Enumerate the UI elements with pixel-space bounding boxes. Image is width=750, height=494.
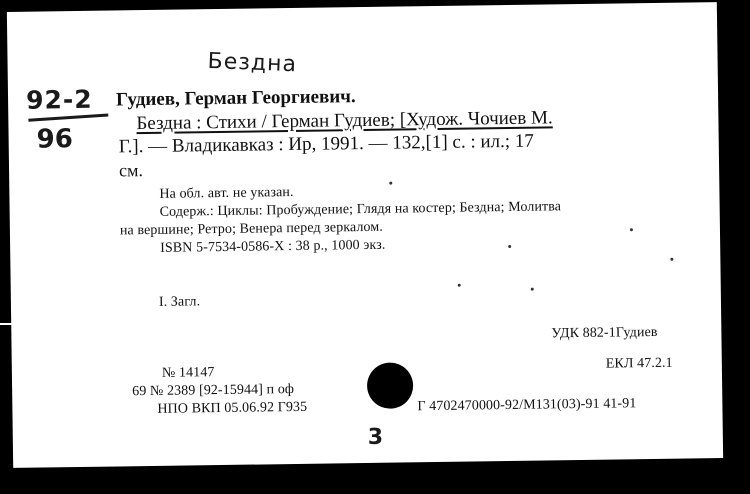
- description-line-1: Бездна : Стихи / Герман Гудиев; [Худож. Чочиев М.: [136, 107, 553, 135]
- author-heading: Гудиев, Герман Георгиевич.: [115, 86, 356, 111]
- isbn-line: ISBN 5-7534-0586-X : 38 р., 1000 экз.: [160, 237, 386, 256]
- ink-blot: [367, 362, 414, 409]
- handwritten-class-top: 92-2: [25, 84, 93, 115]
- print-info-2: 69 № 2389 [92-15944] п оф: [132, 382, 295, 400]
- speck: [458, 284, 461, 287]
- speck: [630, 228, 633, 231]
- speck: [508, 245, 511, 248]
- print-info-1: № 14147: [161, 365, 215, 381]
- contents-line-1: Содерж.: Циклы: Пробуждение; Глядя на костер; Бездна; Молитва: [159, 199, 562, 220]
- description-line-3: см.: [118, 160, 144, 181]
- description-line-2: Г.]. — Владикавказ : Ир, 1991. — 132,[1] с. : ил.; 17: [118, 130, 534, 158]
- speck: [531, 288, 534, 291]
- handwritten-class-bottom: 96: [36, 124, 74, 155]
- cover-note: На обл. авт. не указан.: [159, 184, 294, 202]
- tracing: I. Загл.: [158, 294, 201, 310]
- udk-code: УДК 882-1Гудиев: [551, 324, 658, 342]
- catalog-card: [7, 2, 723, 468]
- ekl-code: ЕКЛ 47.2.1: [605, 355, 673, 372]
- handwritten-mark: 3: [367, 424, 384, 450]
- speck: [389, 182, 392, 185]
- print-info-3: НПО ВКП 05.06.92 Г935: [157, 399, 308, 417]
- class-divider: [28, 113, 108, 121]
- catalog-code: Г 4702470000-92/М131(03)-91 41-91: [417, 396, 637, 415]
- speck: [670, 258, 673, 261]
- handwritten-title: Бездна: [207, 48, 298, 78]
- contents-line-2: на вершине; Ретро; Венера перед зеркалом.: [119, 219, 383, 239]
- edge-scan-line: [0, 323, 12, 325]
